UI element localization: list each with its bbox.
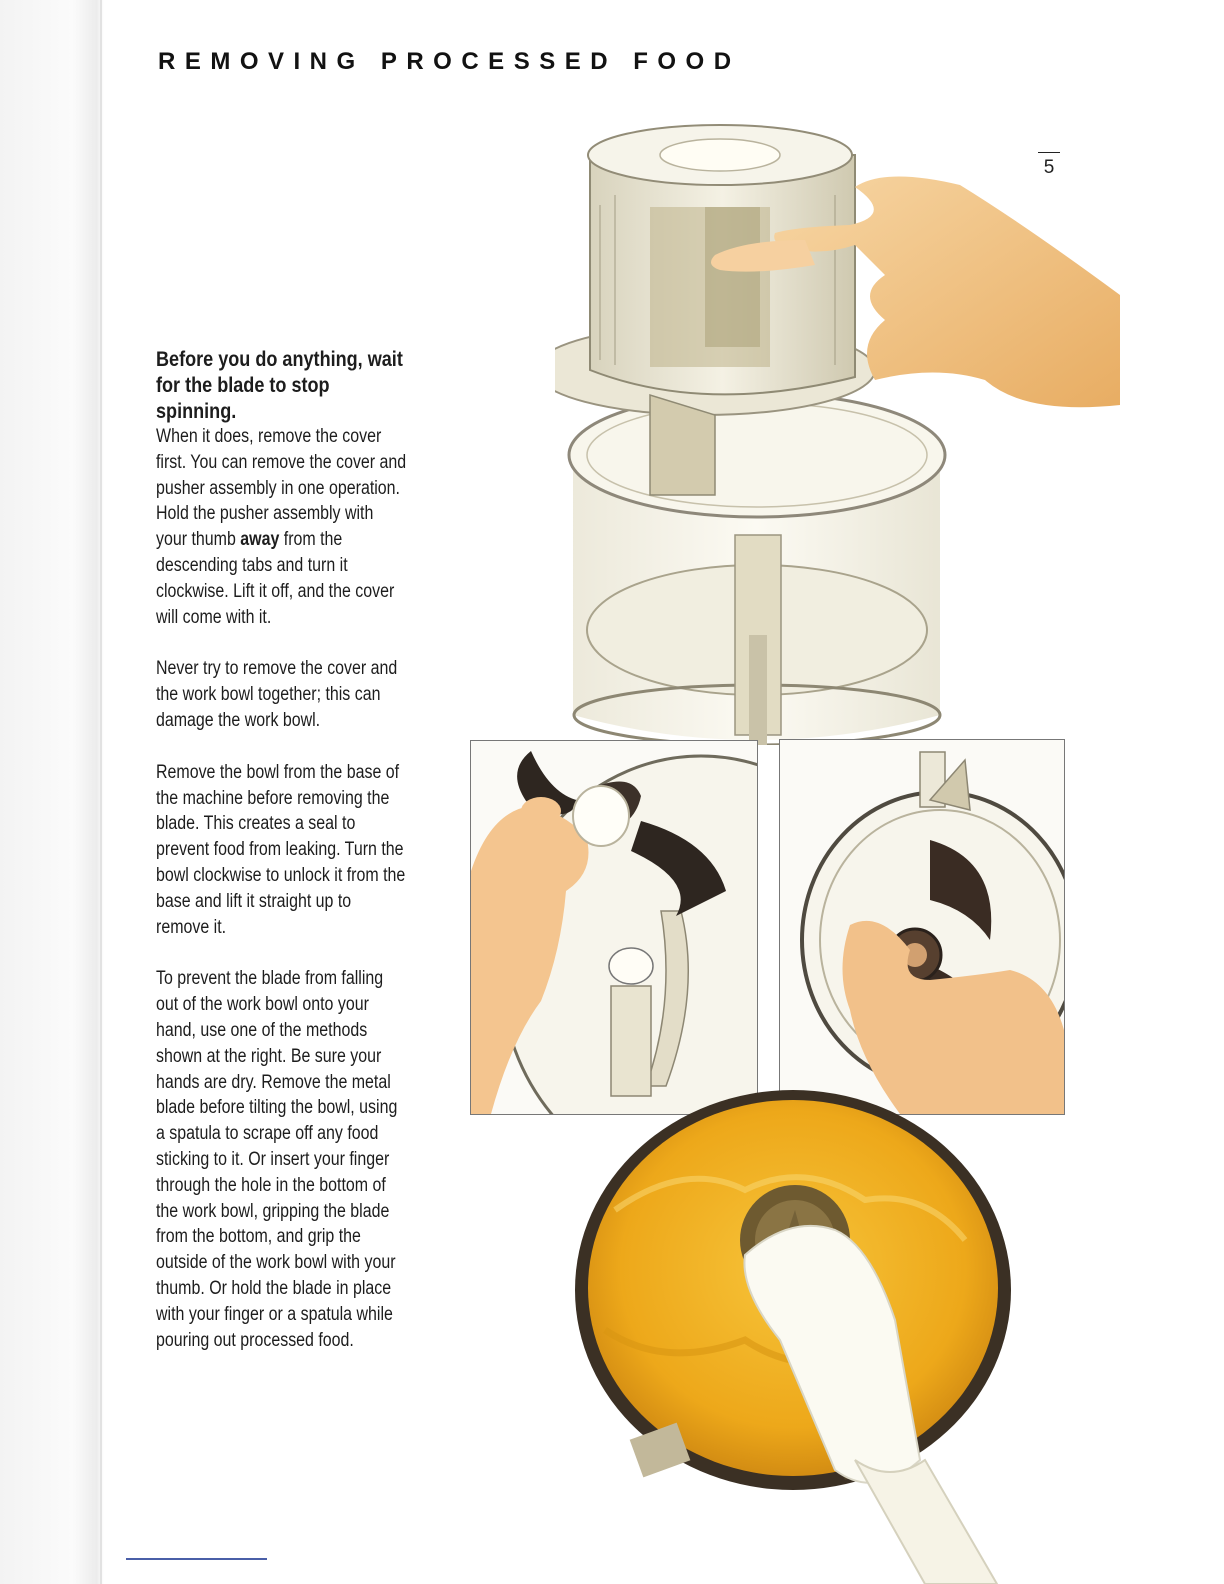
page-title: REMOVING PROCESSED FOOD xyxy=(158,48,741,75)
instructions-paragraph-2: Never try to remove the cover and the work bowl together; this can damage the work bowl. xyxy=(156,658,398,731)
instructions-lead: Before you do anything, wait for the blade to stop spinning. xyxy=(156,347,403,423)
instructions-paragraph-4: To prevent the blade from falling out of the work bowl onto your hand, use one of the methods shown at the right. Be sure your hands are dry. Remove the metal blade before tilting the bowl, using a spatula to scrape off any food sticking to it. Or insert your finger through the hole in the bottom of the work bowl, gripping the blade from the bottom, and grip the outside of the work bowl with your thumb. Or hold the blade in place with your finger or a spatula while pouring out processed food. xyxy=(156,968,398,1351)
spine-edge-line xyxy=(100,0,102,1584)
p1-text-a: When it does, remove the cover first. You can remove the cover and pusher assembly in one operation. Hold the pusher assembly with your thumb xyxy=(156,426,407,551)
spatula-pouring-food-icon xyxy=(545,1040,1025,1584)
p1-bold-away: away xyxy=(240,529,280,551)
book-spine-shadow xyxy=(0,0,104,1584)
hand-lifting-cover-icon xyxy=(555,115,1120,745)
footer-rule xyxy=(126,1558,267,1560)
instructions-paragraph-3: Remove the bowl from the base of the machine before removing the blade. This creates a seal to prevent food from leaking. Turn the bowl clockwise to unlock it from the base and lift it straight up to remove it. xyxy=(156,761,406,938)
page-number: 5 xyxy=(1038,152,1060,179)
p1-text-b: from the descending tabs and turn it clockwise. Lift it off, and the cover will come with it. xyxy=(156,529,395,628)
instructions-text xyxy=(156,346,408,1379)
instructions-paragraph-1 xyxy=(156,346,408,630)
